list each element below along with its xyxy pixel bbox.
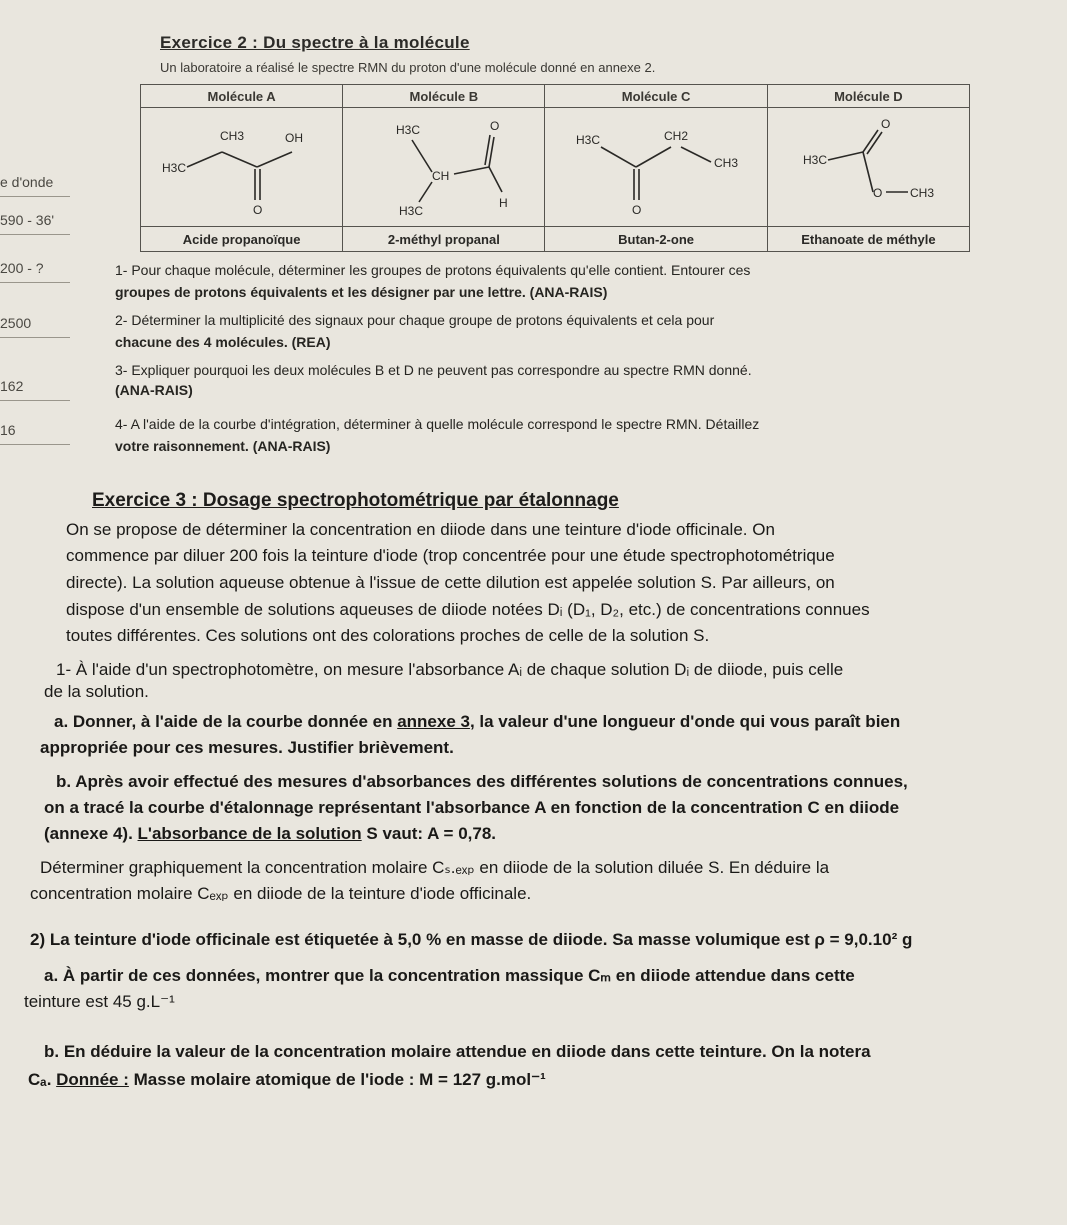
structure-c-cell	[545, 108, 767, 227]
atom-label: O	[489, 119, 500, 133]
atom-label: H3C	[803, 153, 828, 167]
atom-label: O	[873, 186, 883, 200]
q1-line2: de la solution.	[44, 682, 149, 701]
atom-label: OH	[284, 131, 303, 145]
question-3-line1: 3- Expliquer pourquoi les deux molécules B et D ne peuvent pas correspondre au spectre RMN donné.	[115, 362, 752, 378]
atom-label: H	[498, 196, 508, 210]
atom-label: H3C	[398, 204, 423, 218]
exercise3-title: Exercice 3 : Dosage spectrophotométrique par étalonnage	[92, 490, 619, 511]
structure-b-diagram	[344, 112, 544, 222]
q1b-line1: b. Après avoir effectué des mesures d'absorbances des différentes solutions de concentrations connues,	[56, 772, 908, 791]
question-1-line2: groupes de protons équivalents et les désigner par une lettre. (ANA-RAIS)	[115, 284, 608, 300]
question-2-line1: 2- Déterminer la multiplicité des signaux pour chaque groupe de protons équivalents et cela pour	[115, 312, 715, 328]
q2a-line2: teinture est 45 g.L⁻¹	[24, 992, 175, 1011]
absorbance-label: L'absorbance de la solution	[137, 824, 362, 843]
q2b-line1: b. En déduire la valeur de la concentration molaire attendue en diiode dans cette teinture. On la notera	[44, 1042, 871, 1061]
q1b-line5: concentration molaire Cₑₓₚ en diiode de la teinture d'iode officinale.	[30, 884, 532, 903]
exercise3-intro-line: dispose d'un ensemble de solutions aqueuses de diiode notées Dᵢ (D₁, D₂, etc.) de concentrations connues	[66, 600, 870, 619]
q1-line1: 1- À l'aide d'un spectrophotomètre, on mesure l'absorbance Aᵢ de chaque solution Dᵢ de diiode, puis celle	[56, 660, 844, 679]
q1a-line2: appropriée pour ces mesures. Justifier brièvement.	[40, 738, 454, 757]
q2a-line1: a. À partir de ces données, montrer que la concentration massique Cₘ en diiode attendue dans cette	[44, 966, 855, 985]
molecule-header: Molécule A	[141, 85, 343, 108]
exercise3-intro-line: toutes différentes. Ces solutions ont des colorations proches de celle de la solution S.	[66, 626, 710, 645]
molecule-name: Butan-2-one	[545, 227, 767, 252]
atom-label: CH3	[910, 186, 935, 200]
q1b-line3	[44, 824, 496, 844]
ca-notation: Cₐ.	[28, 1070, 57, 1089]
q2b-line2	[28, 1070, 546, 1090]
q1b-line4: Déterminer graphiquement la concentration molaire Cₛ.ₑₓₚ en diiode de la solution diluée S. En déduire la	[40, 858, 830, 877]
structure-c-diagram	[546, 112, 766, 222]
q1a-text-pre: a. Donner, à l'aide de la courbe donnée en	[54, 712, 398, 731]
annexe3-reference: annexe 3	[397, 712, 470, 731]
margin-label: 590 - 36'	[0, 212, 70, 235]
exercise2-intro: Un laboratoire a réalisé le spectre RMN du proton d'une molécule donné en annexe 2.	[160, 60, 656, 75]
margin-label: 16	[0, 422, 70, 445]
molecule-table	[140, 84, 970, 252]
atom-label: H3C	[395, 123, 420, 137]
structure-b-cell	[343, 108, 545, 227]
molar-mass-data: Masse molaire atomique de l'iode : M = 127 g.mol⁻¹	[128, 1070, 546, 1089]
molecule-name: Ethanoate de méthyle	[767, 227, 969, 252]
molecule-header: Molécule D	[767, 85, 969, 108]
molecule-header: Molécule B	[343, 85, 545, 108]
molecule-name: Acide propanoïque	[141, 227, 343, 252]
atom-label: CH2	[664, 129, 689, 143]
margin-label: 200 - ?	[0, 260, 70, 283]
annexe4-reference: (annexe 4).	[44, 824, 138, 843]
atom-label: O	[632, 203, 642, 217]
margin-label: 162	[0, 378, 70, 401]
exercise3-intro-line: On se propose de déterminer la concentration en diiode dans une teinture d'iode officinale. On	[66, 520, 775, 539]
question-4-line2: votre raisonnement. (ANA-RAIS)	[115, 438, 331, 454]
q2-line1: 2) La teinture d'iode officinale est étiquetée à 5,0 % en masse de diiode. Sa masse volumique est ρ = 9,0.10² g	[30, 930, 913, 949]
molecule-name: 2-méthyl propanal	[343, 227, 545, 252]
question-2-line2: chacune des 4 molécules. (REA)	[115, 334, 331, 350]
q1a-text-post: , la valeur d'une longueur d'onde qui vous paraît bien	[469, 712, 901, 731]
margin-label: 2500	[0, 315, 70, 338]
donnee-label: Donnée :	[56, 1070, 129, 1089]
atom-label: CH3	[714, 156, 739, 170]
absorbance-value: S vaut: A = 0,78.	[361, 824, 497, 843]
structure-d-cell	[767, 108, 969, 227]
atom-label: CH	[431, 169, 450, 183]
exercise2-title: Exercice 2 : Du spectre à la molécule	[160, 33, 470, 52]
molecule-header: Molécule C	[545, 85, 767, 108]
question-4-line1: 4- A l'aide de la courbe d'intégration, déterminer à quelle molécule correspond le spectre RMN. Détaillez	[115, 416, 760, 432]
atom-label: O	[881, 117, 891, 131]
exercise3-intro-line: commence par diluer 200 fois la teinture d'iode (trop concentrée pour une étude spectrophotométrique	[66, 546, 835, 565]
q1b-line2: on a tracé la courbe d'étalonnage représentant l'absorbance A en fonction de la concentration C en diiode	[44, 798, 900, 817]
question-1-line1: 1- Pour chaque molécule, déterminer les groupes de protons équivalents qu'elle contient. Entourer ces	[115, 262, 751, 278]
atom-label: H3C	[161, 161, 186, 175]
exercise3-intro-line: directe). La solution aqueuse obtenue à l'issue de cette dilution est appelée solution S. Par ailleurs, on	[66, 573, 835, 592]
structure-a-cell	[141, 108, 343, 227]
atom-label: O	[252, 203, 262, 217]
margin-label: e d'onde	[0, 174, 70, 197]
structure-d-diagram	[768, 112, 968, 222]
structure-a-diagram	[142, 112, 342, 222]
atom-label: H3C	[576, 133, 601, 147]
atom-label: CH3	[219, 129, 244, 143]
q1a-line1	[54, 712, 900, 732]
question-3-line2: (ANA-RAIS)	[115, 382, 193, 398]
